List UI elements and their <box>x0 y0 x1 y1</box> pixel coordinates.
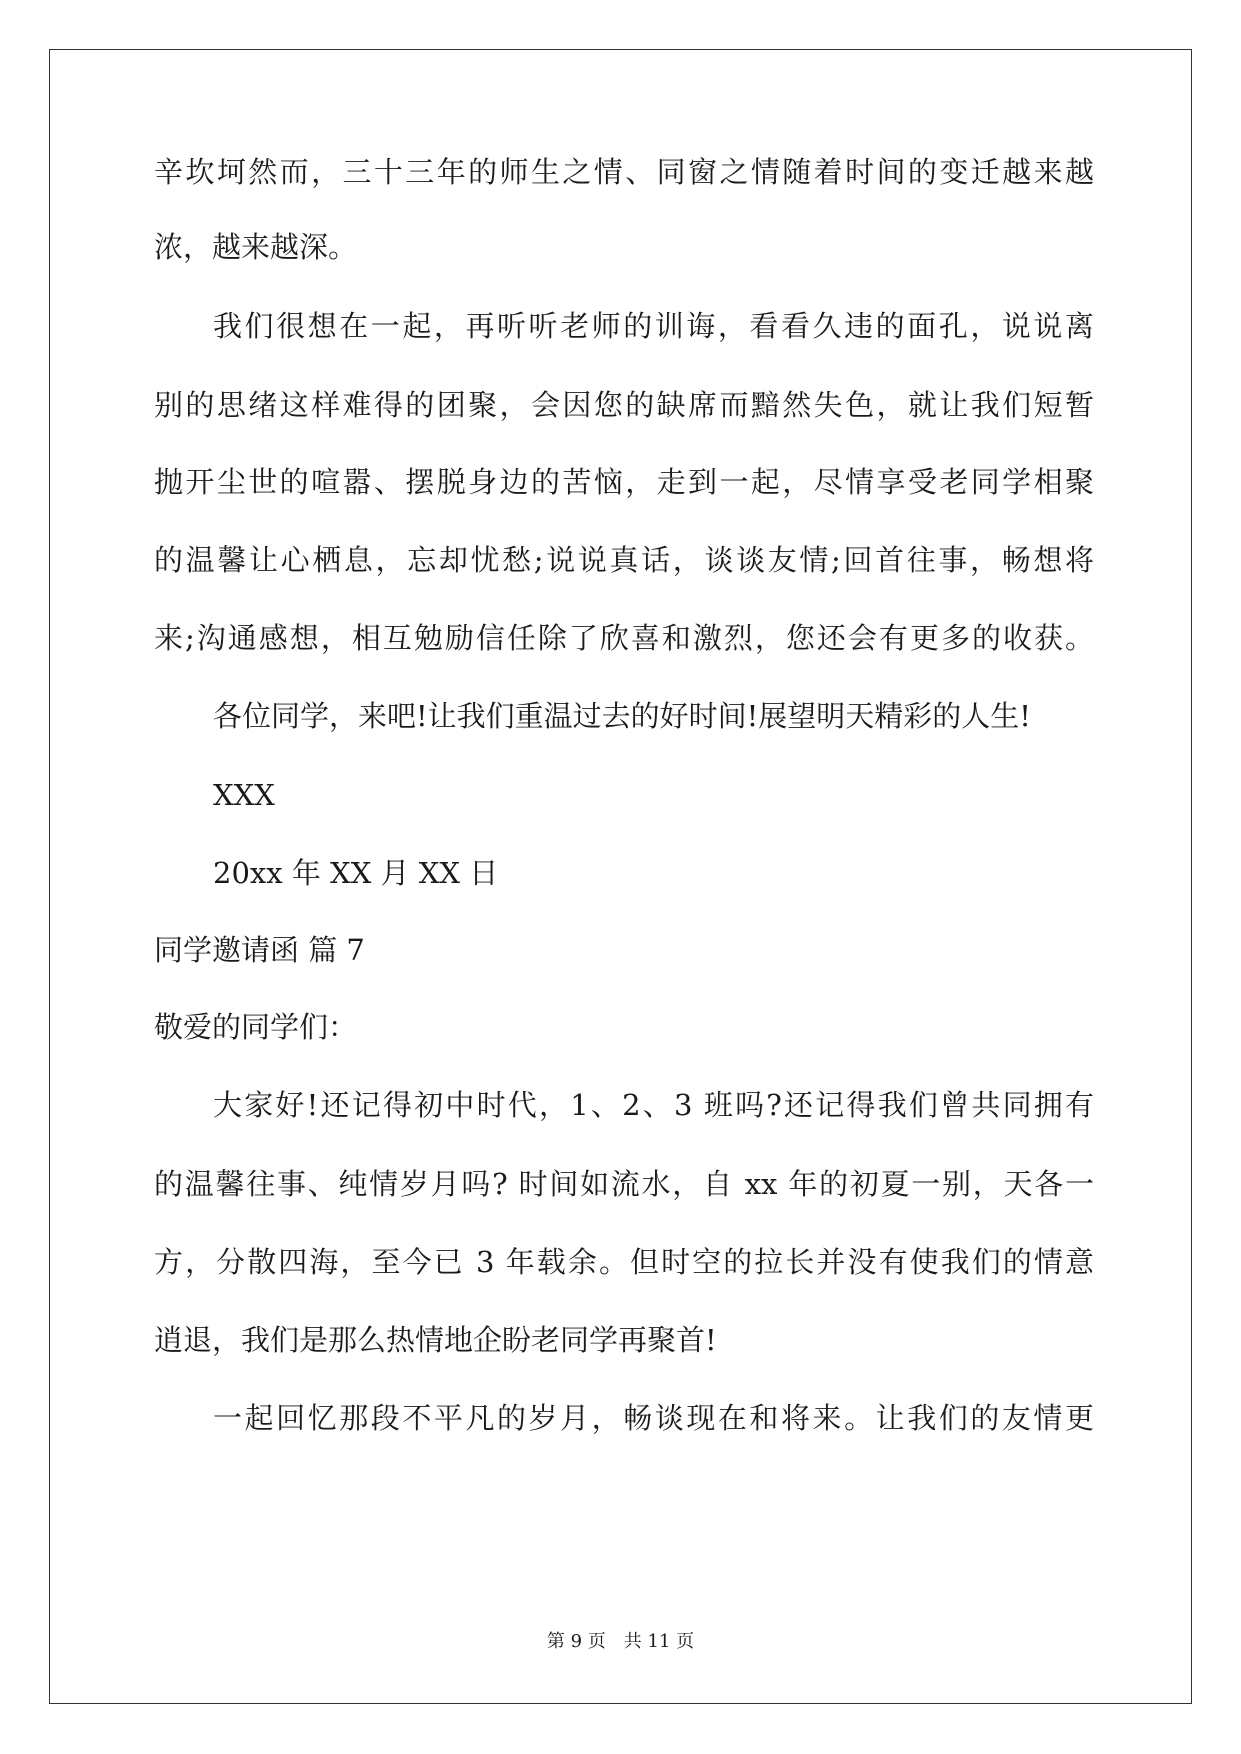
body-line: 抛开尘世的喧嚣、摆脱身边的苦恼，走到一起，尽情享受老同学相聚 <box>154 465 1094 499</box>
signature-date: 20xx 年 XX 月 XX 日 <box>213 856 499 890</box>
body-line: 辛坎坷然而，三十三年的师生之情、同窗之情随着时间的变迁越来越 <box>154 155 1094 189</box>
page-number-footer: 第 9 页 共 11 页 <box>546 1631 695 1652</box>
paragraph-start: 一起回忆那段不平凡的岁月，畅谈现在和将来。让我们的友情更 <box>213 1401 1094 1435</box>
paragraph-start: 大家好!还记得初中时代，1、2、3 班吗?还记得我们曾共同拥有 <box>213 1088 1094 1122</box>
body-line: 别的思绪这样难得的团聚，会因您的缺席而黯然失色，就让我们短暂 <box>154 388 1094 422</box>
salutation: 敬爱的同学们： <box>154 1010 358 1044</box>
section-heading: 同学邀请函 篇 7 <box>154 933 365 967</box>
body-line: 逍退，我们是那么热情地企盼老同学再聚首! <box>154 1323 717 1357</box>
body-line: 的温馨让心栖息，忘却忧愁;说说真话，谈谈友情;回首往事，畅想将 <box>154 543 1094 577</box>
body-line: 来;沟通感想，相互勉励信任除了欣喜和激烈，您还会有更多的收获。 <box>154 621 1094 655</box>
paragraph-start: 各位同学，来吧!让我们重温过去的好时间!展望明天精彩的人生! <box>213 699 1031 733</box>
signature-name: XXX <box>213 778 275 812</box>
body-line: 的温馨往事、纯情岁月吗? 时间如流水，自 xx 年的初夏一别，天各一 <box>154 1167 1094 1201</box>
body-line: 方，分散四海，至今已 3 年载余。但时空的拉长并没有使我们的情意 <box>154 1245 1094 1279</box>
paragraph-start: 我们很想在一起，再听听老师的训诲，看看久违的面孔，说说离 <box>213 309 1094 343</box>
body-line: 浓，越来越深。 <box>154 230 358 264</box>
